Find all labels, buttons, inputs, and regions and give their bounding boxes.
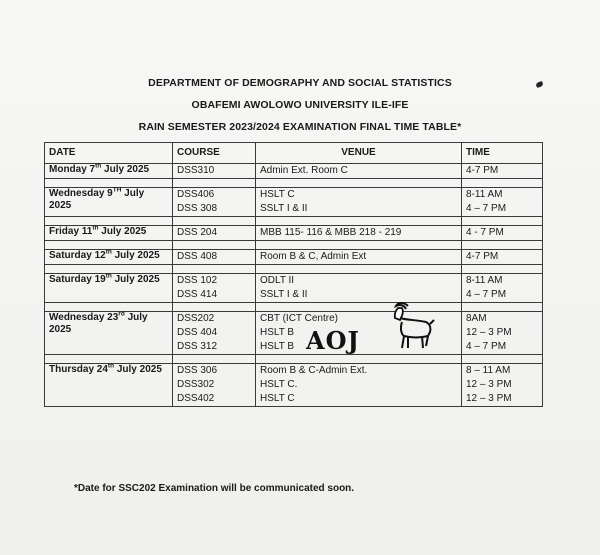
venue-name: CBT (ICT Centre) <box>260 313 338 324</box>
exam-date-month-year: July 2025 <box>49 312 148 335</box>
spacer-cell <box>462 241 543 250</box>
spacer-cell <box>462 217 543 226</box>
spacer-cell <box>256 241 462 250</box>
exam-date-suffix: th <box>107 362 115 370</box>
time-cell <box>462 226 543 241</box>
exam-date-month-year: July 2025 <box>114 364 162 375</box>
time-cell <box>462 312 543 355</box>
exam-time: 8 – 11 AM <box>466 365 511 376</box>
venue-name: HSLT B <box>260 341 295 352</box>
venue-cell <box>256 250 462 265</box>
course-code: DSS302 <box>177 379 215 390</box>
table-row <box>45 274 543 303</box>
course-code-cell <box>173 164 256 179</box>
timetable-title: RAIN SEMESTER 2023/2024 EXAMINATION FINAL TIME TABLE* <box>138 121 462 133</box>
table-header-row <box>45 143 543 164</box>
venue-column-header: VENUE <box>256 143 462 164</box>
row-spacer <box>45 217 543 226</box>
row-spacer <box>45 241 543 250</box>
exam-date-day: Thursday 24 <box>49 364 108 375</box>
exam-date-day: Friday 11 <box>49 226 93 237</box>
exam-time: 4-7 PM <box>466 165 499 176</box>
exam-date-day: Saturday 12 <box>49 250 106 261</box>
course-code: DSS 306 <box>177 365 218 376</box>
exam-date-cell <box>45 274 173 303</box>
course-code-cell <box>173 250 256 265</box>
exam-date-month-year: July 2025 <box>49 188 145 211</box>
spacer-cell <box>173 265 256 274</box>
exam-time: 4-7 PM <box>466 251 499 262</box>
exam-time: 4 – 7 PM <box>466 203 507 214</box>
exam-date-month-year: July 2025 <box>98 226 147 237</box>
time-cell <box>462 188 543 217</box>
spacer-cell <box>462 265 543 274</box>
course-code: DSS 312 <box>177 341 218 352</box>
exam-time: 8AM <box>466 313 487 324</box>
exam-time: 12 – 3 PM <box>466 393 512 404</box>
course-code: DSS 414 <box>177 289 218 300</box>
spacer-cell <box>462 179 543 188</box>
venue-cell <box>256 226 462 241</box>
venue-name: SSLT I & II <box>260 203 308 214</box>
course-code: DSS 102 <box>177 275 218 286</box>
exam-date-suffix: th <box>95 162 102 170</box>
spacer-cell <box>462 355 543 364</box>
table-row <box>45 164 543 179</box>
table-row <box>45 364 543 407</box>
course-column-header: COURSE <box>173 143 256 164</box>
spacer-cell <box>462 303 543 312</box>
watermark <box>306 300 436 360</box>
exam-date-cell <box>45 250 173 265</box>
spacer-cell <box>256 265 462 274</box>
venue-cell <box>256 274 462 303</box>
venue-name: HSLT C <box>260 189 295 200</box>
venue-name: HSLT B <box>260 327 295 338</box>
exam-time: 4 - 7 PM <box>466 227 504 238</box>
time-cell <box>462 274 543 303</box>
spacer-cell <box>45 179 173 188</box>
row-spacer <box>45 355 543 364</box>
watermark-text: AOJ <box>306 326 360 355</box>
table-row <box>45 250 543 265</box>
venue-name: HSLT C <box>260 393 295 404</box>
spacer-cell <box>45 217 173 226</box>
table-row <box>45 312 543 355</box>
exam-time: 8-11 AM <box>466 275 503 286</box>
exam-date-day: Wednesday 9 <box>49 188 113 199</box>
exam-time: 8-11 AM <box>466 189 503 200</box>
date-column-header: DATE <box>45 143 173 164</box>
spacer-cell <box>173 303 256 312</box>
exam-date-cell <box>45 226 173 241</box>
course-code: DSS 204 <box>177 227 218 238</box>
exam-date-cell <box>45 164 173 179</box>
spacer-cell <box>45 303 173 312</box>
university-title: OBAFEMI AWOLOWO UNIVERSITY ILE-IFE <box>191 99 409 111</box>
venue-name: MBB 115- 116 & MBB 218 - 219 <box>260 227 402 238</box>
venue-name: Room B & C, Admin Ext <box>260 251 367 262</box>
exam-date-suffix: TH <box>112 186 122 194</box>
table-row <box>45 188 543 217</box>
venue-cell <box>256 164 462 179</box>
spacer-cell <box>173 355 256 364</box>
course-code-cell <box>173 274 256 303</box>
spacer-cell <box>256 179 462 188</box>
row-spacer <box>45 265 543 274</box>
exam-date-cell <box>45 364 173 407</box>
exam-time: 12 – 3 PM <box>466 327 512 338</box>
venue-cell <box>256 364 462 407</box>
spacer-cell <box>173 179 256 188</box>
venue-cell <box>256 188 462 217</box>
course-code: DSS 408 <box>177 251 218 262</box>
time-cell <box>462 250 543 265</box>
exam-date-cell <box>45 312 173 355</box>
venue-name: SSLT I & II <box>260 289 308 300</box>
exam-time: 12 – 3 PM <box>466 379 512 390</box>
department-title: DEPARTMENT OF DEMOGRAPHY AND SOCIAL STATISTICS <box>148 77 452 89</box>
course-code: DSS 404 <box>177 327 218 338</box>
course-code: DSS 308 <box>177 203 218 214</box>
exam-date-day: Saturday 19 <box>49 274 106 285</box>
venue-name: Room B & C-Admin Ext. <box>260 365 368 376</box>
spacer-cell <box>173 241 256 250</box>
course-code: DSS310 <box>177 165 215 176</box>
exam-date-suffix: th <box>105 272 112 280</box>
venue-name: Admin Ext. Room C <box>260 165 348 176</box>
course-code-cell <box>173 188 256 217</box>
time-cell <box>462 364 543 407</box>
table-row <box>45 226 543 241</box>
exam-time: 4 – 7 PM <box>466 341 507 352</box>
venue-name: HSLT C. <box>260 379 298 390</box>
timetable-body <box>45 164 543 407</box>
course-code-cell <box>173 364 256 407</box>
exam-date-suffix: th <box>105 248 112 256</box>
goat-logo-icon <box>378 300 436 356</box>
course-code: DSS202 <box>177 313 215 324</box>
exam-date-suffix: th <box>92 224 99 232</box>
footnote: *Date for SSC202 Examination will be communicated soon. <box>74 483 355 494</box>
course-code-cell <box>173 312 256 355</box>
venue-name: ODLT II <box>260 275 295 286</box>
spacer-cell <box>173 217 256 226</box>
exam-date-day: Monday 7 <box>49 164 96 175</box>
exam-timetable <box>44 142 543 407</box>
exam-date-month-year: July 2025 <box>101 164 150 175</box>
course-code: DSS402 <box>177 393 215 404</box>
exam-time: 4 – 7 PM <box>466 289 507 300</box>
time-cell <box>462 164 543 179</box>
course-code: DSS406 <box>177 189 215 200</box>
exam-date-month-year: July 2025 <box>111 250 160 261</box>
exam-date-month-year: July 2025 <box>111 274 160 285</box>
course-code-cell <box>173 226 256 241</box>
exam-date-cell <box>45 188 173 217</box>
time-column-header: TIME <box>462 143 543 164</box>
spacer-cell <box>256 217 462 226</box>
exam-date-suffix: rd <box>118 310 125 318</box>
exam-date-day: Wednesday 23 <box>49 312 119 323</box>
